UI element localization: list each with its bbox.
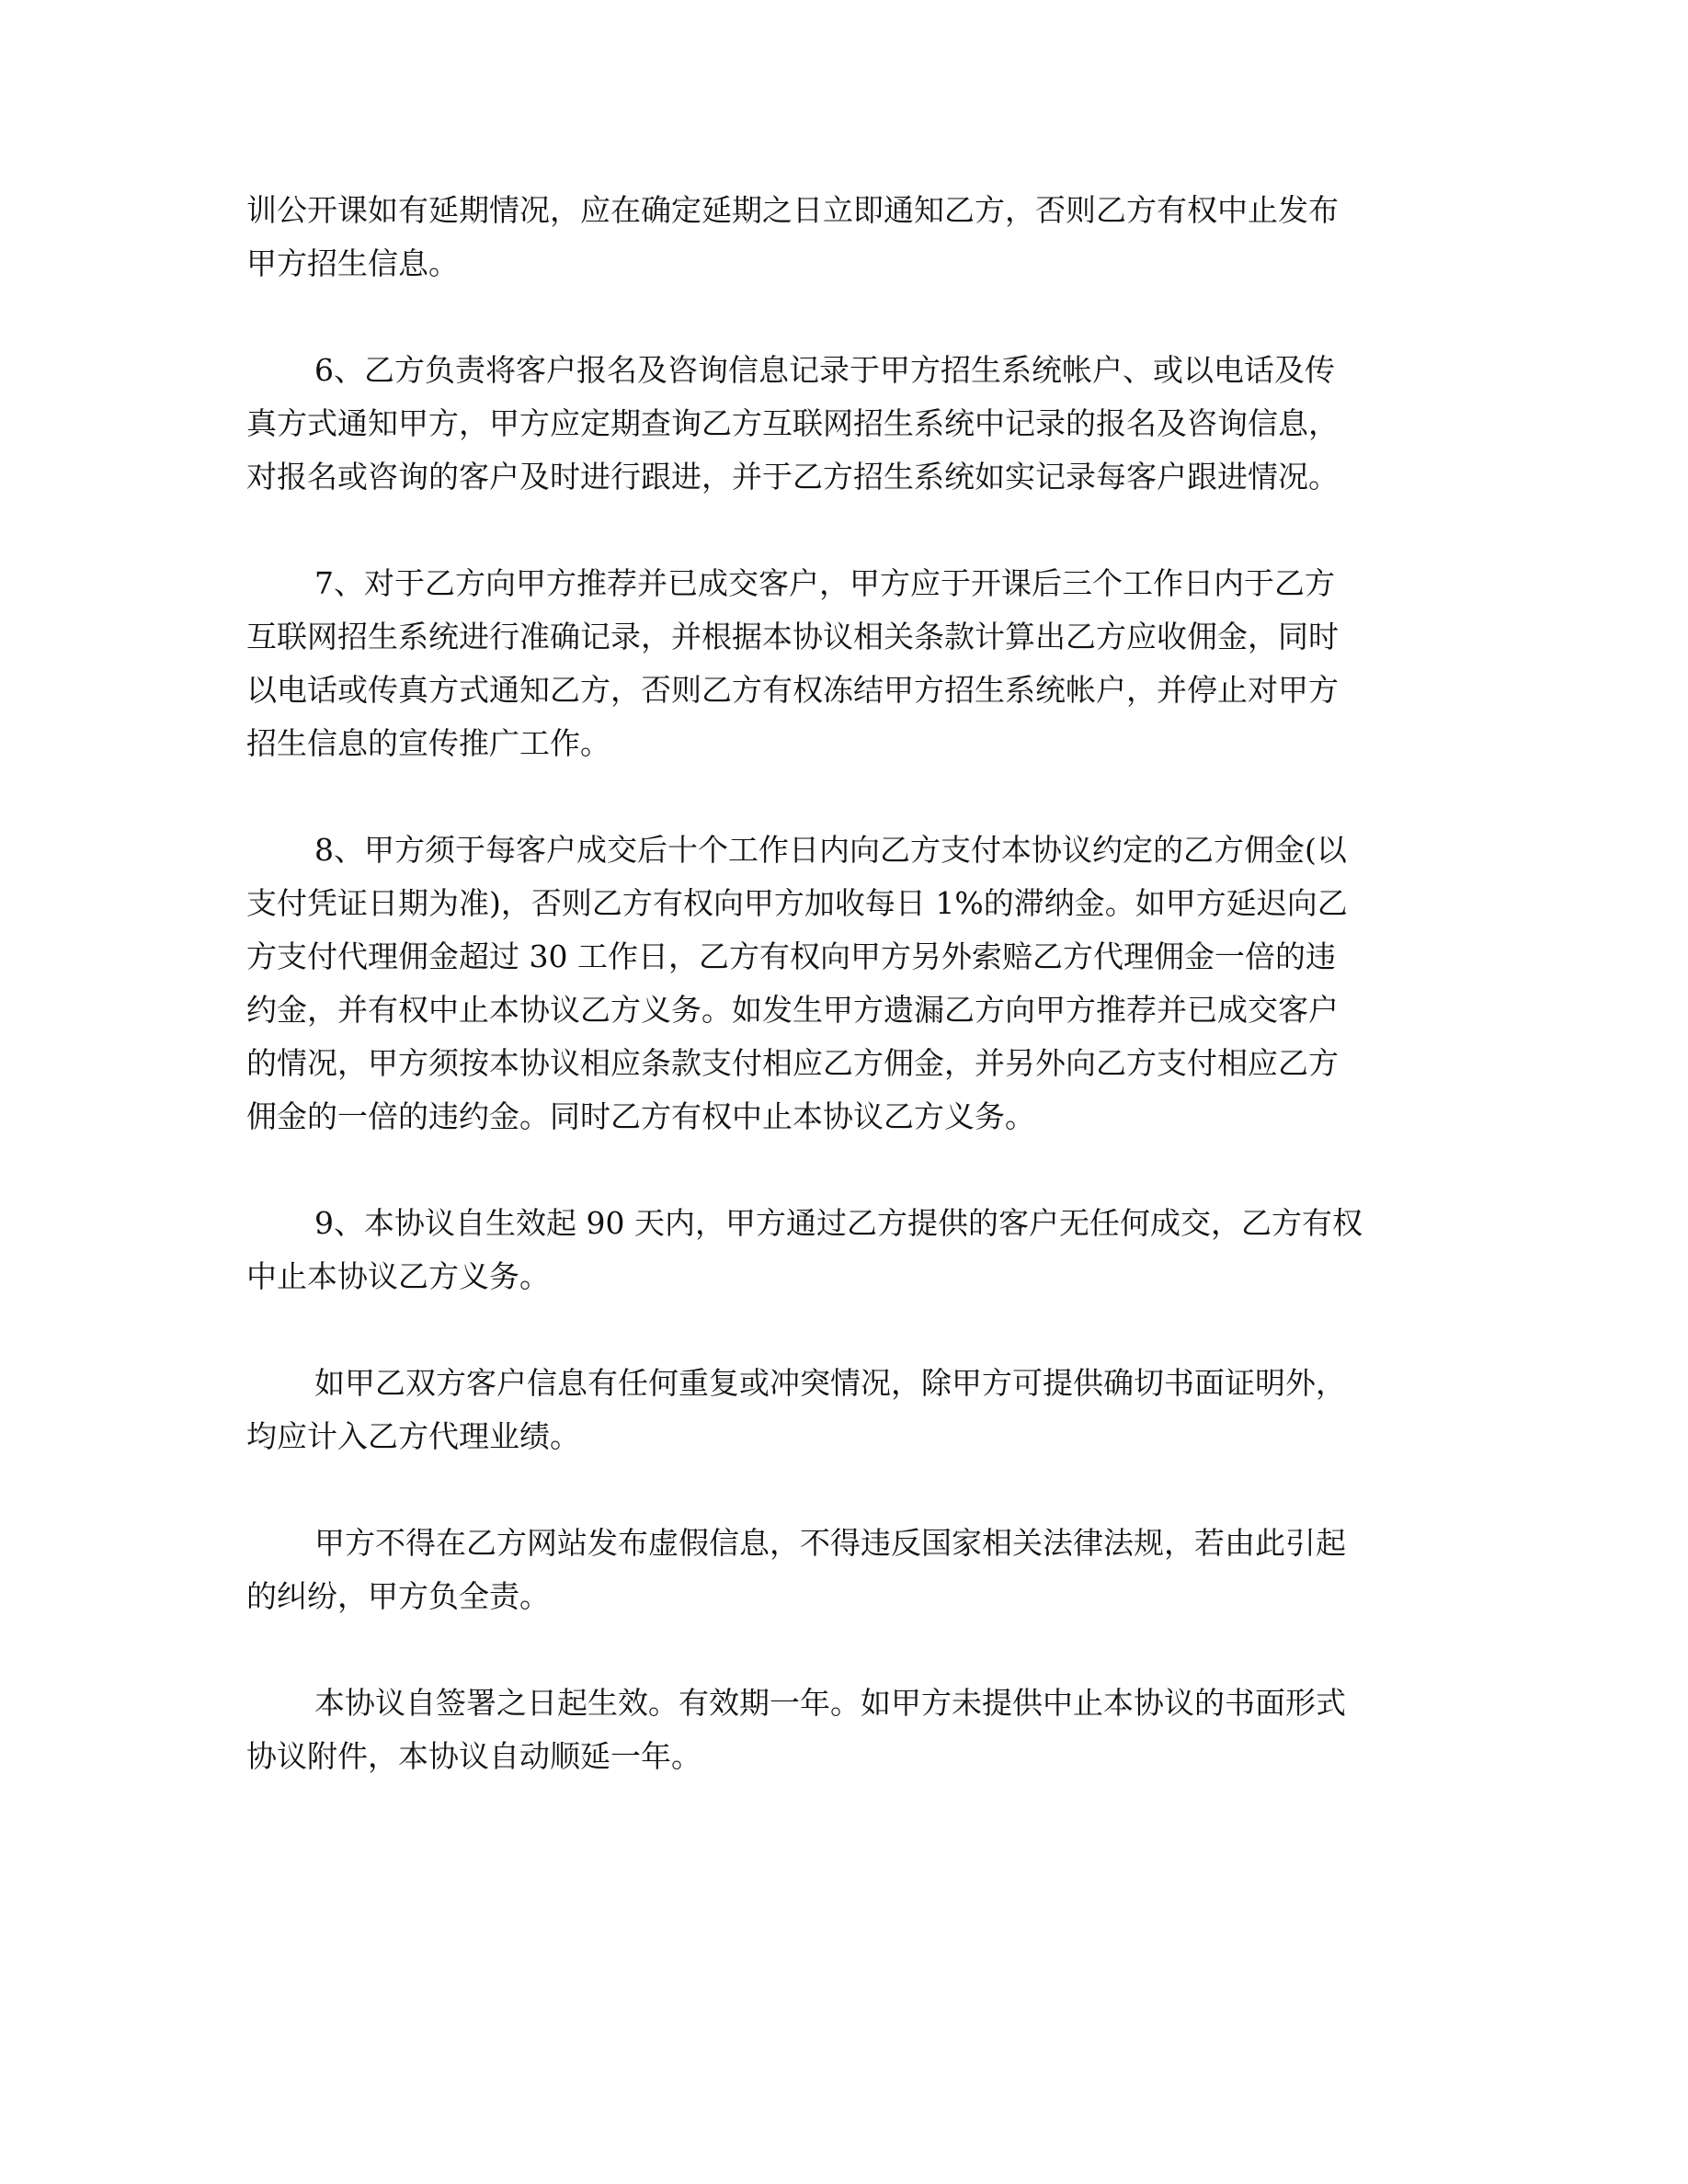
paragraph-false-info [246,1517,1442,1623]
paragraph-line: 中止本协议乙方义务。 [246,1258,550,1294]
document-body [246,184,1442,1837]
paragraph-line: 支付凭证日期为准)，否则乙方有权向甲方加收每日 1%的滞纳金。如甲方延迟向乙 [246,885,1348,921]
paragraph-line: 6、乙方负责将客户报名及咨询信息记录于甲方招生系统帐户、或以电话及传 [314,352,1335,388]
paragraph-line: 7、对于乙方向甲方推荐并已成交客户，甲方应于开课后三个工作日内于乙方 [314,565,1335,601]
paragraph-line: 8、甲方须于每客户成交后十个工作日内向乙方支付本协议约定的乙方佣金(以 [314,832,1347,868]
paragraph-line: 真方式通知甲方，甲方应定期查询乙方互联网招生系统中记录的报名及咨询信息， [246,405,1339,441]
paragraph-line: 对报名或咨询的客户及时进行跟进，并于乙方招生系统如实记录每客户跟进情况。 [246,459,1339,495]
paragraph-line: 方支付代理佣金超过 30 工作日，乙方有权向甲方另外索赔乙方代理佣金一倍的违 [246,938,1336,974]
paragraph-line: 协议附件，本协议自动顺延一年。 [246,1738,701,1774]
paragraph-effective-date [246,1677,1442,1783]
paragraph-line: 招生信息的宣传推广工作。 [246,725,610,761]
paragraph-clause-9 [246,1197,1442,1303]
paragraph-line: 甲方不得在乙方网站发布虚假信息，不得违反国家相关法律法规，若由此引起 [314,1525,1346,1561]
paragraph-line: 互联网招生系统进行准确记录，并根据本协议相关条款计算出乙方应收佣金，同时 [246,619,1339,654]
paragraph-line: 训公开课如有延期情况，应在确定延期之日立即通知乙方，否则乙方有权中止发布 [246,192,1339,228]
paragraph-duplicate-info [246,1357,1442,1463]
paragraph-line: 的纠纷，甲方负全责。 [246,1578,550,1614]
paragraph-clause-7 [246,557,1442,770]
paragraph-line: 如甲乙双方客户信息有任何重复或冲突情况，除甲方可提供确切书面证明外， [314,1365,1346,1401]
paragraph-line: 约金，并有权中止本协议乙方义务。如发生甲方遗漏乙方向甲方推荐并已成交客户 [246,992,1339,1028]
paragraph-line: 甲方招生信息。 [246,245,459,281]
paragraph-clause-6 [246,344,1442,504]
paragraph-line: 以电话或传真方式通知乙方，否则乙方有权冻结甲方招生系统帐户，并停止对甲方 [246,672,1339,708]
paragraph-continuation [246,184,1442,290]
paragraph-line: 的情况，甲方须按本协议相应条款支付相应乙方佣金，并另外向乙方支付相应乙方 [246,1045,1339,1081]
paragraph-line: 9、本协议自生效起 90 天内，甲方通过乙方提供的客户无任何成交，乙方有权 [314,1205,1363,1241]
paragraph-line: 本协议自签署之日起生效。有效期一年。如甲方未提供中止本协议的书面形式 [314,1685,1346,1721]
paragraph-line: 佣金的一倍的违约金。同时乙方有权中止本协议乙方义务。 [246,1098,1035,1134]
paragraph-line: 均应计入乙方代理业绩。 [246,1418,580,1454]
paragraph-clause-8 [246,824,1442,1143]
